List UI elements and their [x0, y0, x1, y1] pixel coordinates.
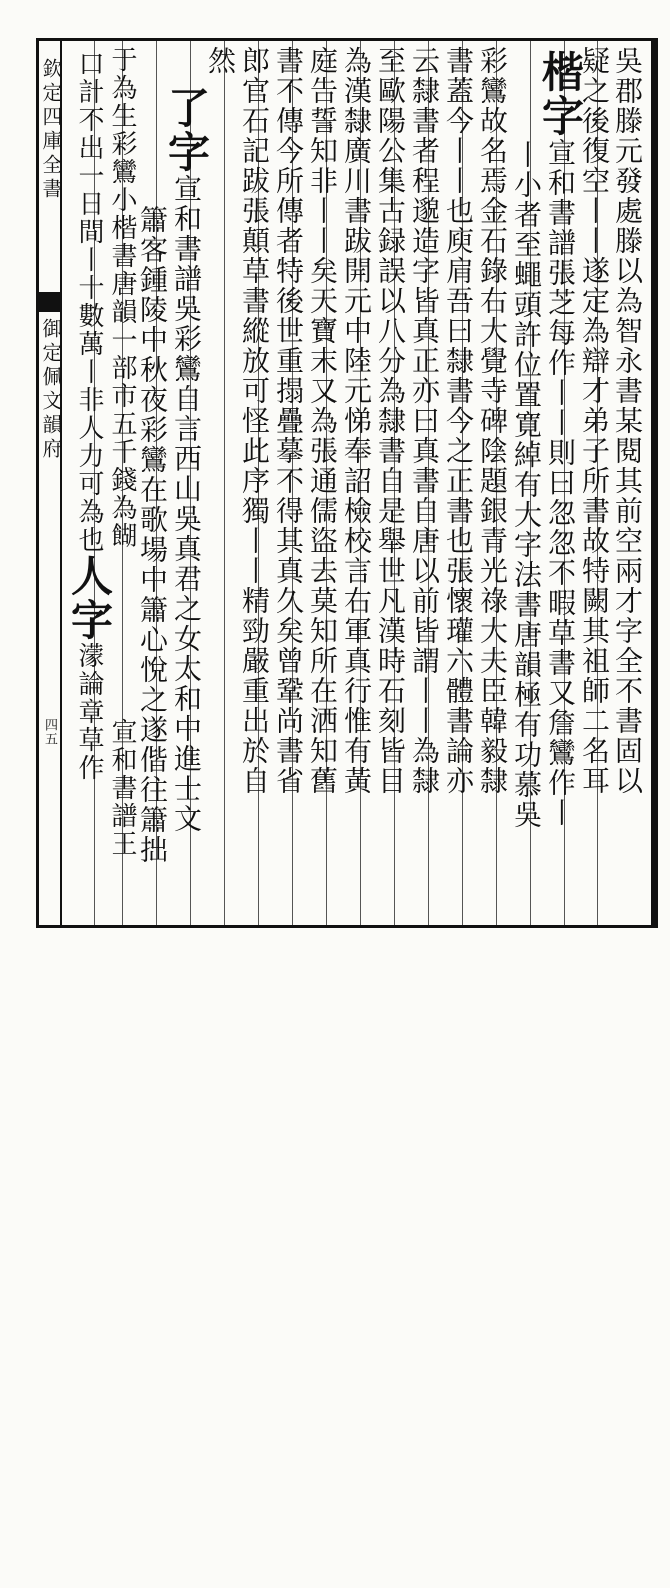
text-column: 書不傳今所傳者特後世重搨疊摹不得其真久矣曾鞏尚書省	[272, 46, 305, 796]
margin-book-title: 御定佩文韻府	[39, 318, 63, 462]
text-column: 然	[204, 46, 237, 76]
text-column: 郎官石記跋張顛草書縱放可怪此序獨丨丨精勁嚴重出於自	[238, 46, 271, 796]
text-column: 楷字宣和書譜張芝每作丨丨則曰忽忽不暇草書又詹鸞作丨	[536, 50, 585, 828]
page-number: 四五	[42, 718, 57, 746]
text-column: 丨小者至蠅頭許位置寛綽有大字法書唐韻極有功慕吳	[510, 140, 543, 830]
text-column: 口計不出一日間丨十數萬丨非人力可為也人字濛論章草作	[65, 50, 114, 782]
text-column: 彩鸞故名焉金石錄右大覺寺碑陰題銀青光祿大夫臣韓毅隸	[476, 46, 509, 796]
text-column: 簫客鍾陵中秋夜彩鸞在歌場中簫心悅之遂偕往簫拙	[136, 205, 169, 865]
text-column: 書蓋今丨丨也庾肩吾曰隸書今之正書也張懷瓘六體書論亦	[442, 46, 475, 796]
text-column: 為漢隸廣川書跋開元中陸元悌奉詔檢校言右軍真行惟有黃	[340, 46, 373, 796]
text-column: 了字宣和書譜吳彩鸞自言西山吳真君之女太和中進士文	[162, 86, 211, 834]
text-column: 庭告誓知非丨丨矣天寶末又為張通儒盜去莫知所在洒知舊	[306, 46, 339, 796]
text-column: 于為生彩鸞小楷書唐韻一部市五千錢為餬	[107, 46, 137, 550]
margin-series-title: 欽定四庫全書	[39, 58, 63, 202]
entry-head: 人字	[65, 554, 114, 642]
entry-head: 了字	[162, 86, 211, 174]
text-column: 云隸書者程邈造字皆真正亦曰真書自唐以前皆謂丨丨為隸	[408, 46, 441, 796]
text-column: 宣和書譜王	[107, 718, 137, 858]
fishtail-mark	[36, 292, 62, 312]
text-column: 疑之後復空丨丨遂定為辯才弟子所書故特闕其祖師二名耳	[578, 46, 611, 796]
entry-head: 楷字	[536, 50, 585, 138]
text-column: 至歐陽公集古録誤以八分為隸書自是舉世凡漢時石刻皆目	[374, 46, 407, 796]
text-column: 吳郡滕元發處滕以為智永書某閱其前空兩才字全不書固以	[611, 46, 644, 796]
